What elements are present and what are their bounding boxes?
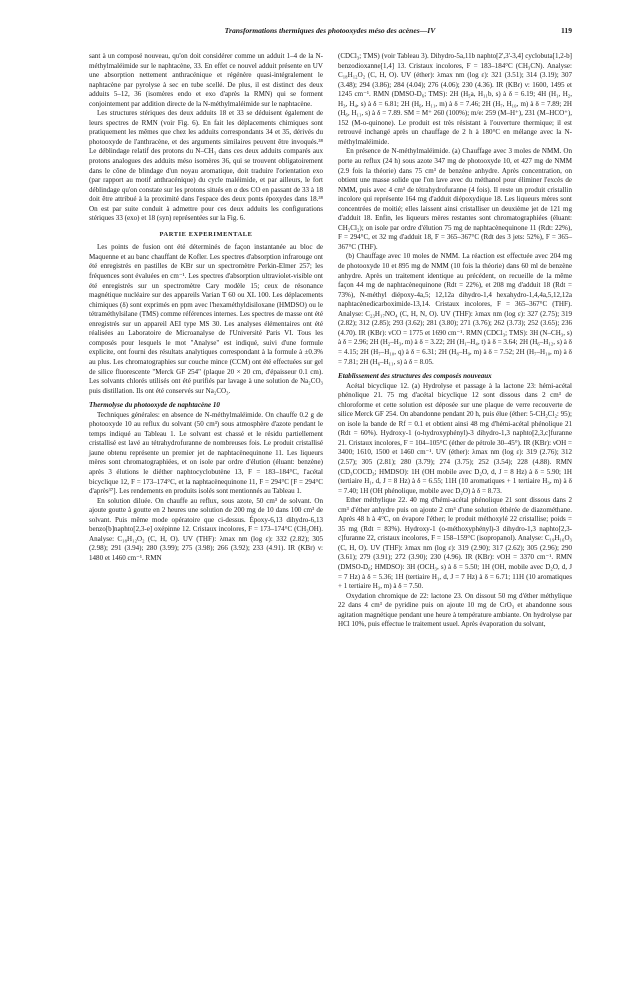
subsection-heading: Etablissement des structures des composés nouveaux <box>338 372 492 381</box>
paragraph: Les points de fusion ont été déterminés de façon instantanée au bloc de Maquenne et au banc chauffant de Kofler. Les spectres d'absorption infrarouge ont été enregistrés en pastilles de KBr sur un spectromètre Perkin-Elmer 257; les fréquences sont évaluées en cm⁻¹. Les spectres d'absorption ultraviolet-visible ont été enregistrés sur un spectromètre Cary modèle 15; ceux de résonance magnétique nucléaire sur des appareils Varian T 60 ou XL 100. Les déplacements chimiques (δ) sont exprimés en ppm avec l'hexaméthyldisiloxane (HMDSO) ou le tétraméthylsilane (TMS) comme références internes. Les spectres de masse ont été enregistrés sur un appareil AEI type MS 30. Les analyses élémentaires ont été réalisées au Laboratoire de Microanalyse de l'Université Paris VI. Tous les composés pour lesquels le mot "Analyse" est indiqué, suivi d'une formule explicite, ont fourni des résultats analytiques correspondant à la formule à ±0.3% au plus. Les chromatographies sur couche mince (CCM) ont été effectuées sur gel de silice fluorescente "Merck GF 254" (plaque 20 × 20 cm, d'épaisseur 0.1 cm). Les solvants chlorés utilisés ont été purifiés par lavage à une solution de Na₂CO₃ puis distillation. Ils ont été conservés sur Na₂CO₃. <box>89 243 323 395</box>
paragraph: Techniques générales: en absence de N-méthylmaléimide. On chauffe 0.2 g de photooxyde 10 au reflux du solvant (50 cm³) sous atmosphère d'azote pendant le temps indiqué au Tableau 1. Le solvant est chassé et le résidu partiellement cristallisé est lavé au tétrahydrofuranne de nombreuses fois. Le produit cristallisé jaune obtenu représente un premier jet de naphtacènequinone 11. Les liqueurs mères sont chromatographiées, et on isole par ordre d'élution (éluant: benzène) après 3 élutions le diéther naphtocyclobutène 13, F = 183–184°C, l'acétal bicyclique 12, F = 173–174°C, et la naphtacènequinone 11, F = 294°C [F = 294°C d'après³⁷]. Les rendements en produits isolés sont mentionnés au Tableau 1. <box>89 410 323 496</box>
running-title: Transformations thermiques des photooxydes méso des acènes—IV <box>224 26 436 35</box>
left-column <box>89 52 323 563</box>
paragraph: En présence de N-méthylmaléimide. (a) Chauffage avec 3 moles de NMM. On porte au reflux (24 h) sous azote 347 mg de photooxyde 10, et 427 mg de NMM (2.9 fois la théorie) dans 75 cm³ de benzène anhydre. Après concentration, on obtient une masse solide que l'on lave avec du méthanol pour éliminer l'excès de NMM, puis avec 4 cm³ de tétrahydrofuranne (4 fois). Il reste un produit cristallin incolore qui représente 164 mg d'adduit diépoxydique 18. Les liqueurs mères sont concentrées de moitié; elles laissent ainsi cristalliser un deuxième jet de 121 mg d'adduit 18. Enfin, les liqueurs mères restantes sont chromatographiées (éluant: CH₂Cl₂); on isole par ordre d'élution 75 mg de naphtacènequinone 11 (Rdt: 22%), F = 294°C, et 32 mg d'adduit 18, F = 365–367°C (Rdt des 3 jets: 52%), F = 365–367°C (THF). <box>338 147 572 251</box>
subsection-heading: Thermolyse du photooxyde de naphtacène 10 <box>89 401 220 410</box>
paragraph: sant à un composé nouveau, qu'on doit considérer comme un adduit 1–4 de la N-méthylmaléimide sur le naphtacène, 33. En effet ce nouvel adduit présente en UV une absorption nettement anthracénique et régénère quasi-intégralement le naphtacène par pyrolyse à sec en tube scellé. De plus, il est distinct des deux adduits 5–12, 36 (isomères endo et exo d'après la RMN) qui se forment conjointement par addition directe de la N-méthylmaléimide sur le naphtacène. <box>89 52 323 108</box>
paragraph: Oxydation chromique de 22: lactone 23. On dissout 50 mg d'éther méthylique 22 dans 4 cm³ de pyridine puis on ajoute 10 mg de CrO₃ et abandonne sous agitation magnétique pendant une heure à température ambiante. On hydrolyse par HCl 10%, puis effectue le traitement usuel. Après évaporation du solvant, <box>338 591 572 629</box>
paragraph: (CDCl₃; TMS) (voir Tableau 3). Dihydro-5a,11b naphto[2',3'-3,4] cyclobuta[1,2-b] benzodioxanne[1,4] 13. Cristaux incolores, F = 183–184°C (CH₃CN). Analyse: C₁₈H₁₂O₂ (C, H, O). UV (éther): λmax nm (log ε): 321 (3.51); 314 (3.19); 307 (3.48); 294 (3.86); 284 (4.04); 276 (4.06); 230 (4.36). IR (KBr) ν: 1600, 1495 et 1245 cm⁻¹. RMN (DMSO-D₆; TMS): 2H (H₅a, H₁₁b, s) à δ = 6.19; 4H (H₁, H₂, H₃, H₄, s) à δ = 6.81; 2H (H₆, H₁₁, m) à δ = 7.46; 2H (H₇, H₁₀, m) à δ = 7.89; 2H (H₆, H₁₁, s) à δ = 7.89. SM = M⁺ 260 (100%); m/e: 259 (M–H⁺), 231 (M–HCO⁺), 152 (M-o-quinone). Le produit est très résistant à l'ouverture thermique; il est retrouvé inchangé après un chauffage de 2 h à 180°C en mélange avec la N-méthylmaléimide. <box>338 52 572 146</box>
page-number: 119 <box>561 26 572 35</box>
running-header <box>88 26 572 40</box>
section-title: PARTIE EXPERIMENTALE <box>159 230 253 238</box>
paragraph: Ether méthylique 22. 40 mg d'hémi-acétal phénolique 21 sont dissous dans 2 cm³ d'éther anhydre puis on ajoute 2 cm³ d'une solution éthérée de diazométhane. Après 48 h à 4°C, on évapore l'éther; le produit méthoxylé 22 cristallise; poids = 35 mg (Rdt = 83%). Hydroxy-1 (o-méthoxyphényl)-3 dihydro-1,3 naphto[2,3-c]furanne 22, cristaux incolores, F = 158–159°C (isopropanol). Analyse: C₁₉H₁₆O₃ (C, H, O). UV (THF): λmax nm (log ε): 319 (2.90); 317 (2.62); 305 (2.96); 290 (3.61); 279 (3.91); 272 (3.90); 230 (4.96). IR (KBr): νOH = 3370 cm⁻¹. RMN (DMSO-D₆; HMDSO): 3H (OCH₃, s) à δ = 5.50; 1H (OH, mobile avec D₂O, d, J = 7 Hz) à δ = 5.36; 1H (tertiaire H₁, d, J = 7 Hz) à δ = 6.71; 11H (10 aromatiques + 1 tertiaire H₃, m) à δ = 7.50. <box>338 496 572 591</box>
paragraph: En solution diluée. On chauffe au reflux, sous azote, 50 cm³ de solvant. On ajoute goutte à goutte en 2 heures une solution de 200 mg de 10 dans 100 cm³ de solvant. Puis même mode opératoire que ci-dessus. Époxy-6,13 dihydro-6,13 benzo[b]naphto[2,3-e] oxépinne 12. Cristaux incolores, F = 173–174°C (CH₃OH). Analyse: C₁₈H₁₂O₂ (C, H, O). UV (THF): λmax nm (log ε): 332 (2.82); 305 (2.98); 291 (3.94); 280 (3.99); 275 (3.98); 266 (3.92); 233 (4.91). IR (KBr) ν: 1480 et 1460 cm⁻¹. RMN <box>89 496 323 562</box>
paragraph: (b) Chauffage avec 10 moles de NMM. La réaction est effectuée avec 204 mg de photooxyde 10 et 895 mg de NMM (10 fois la théorie) dans 60 ml de benzène anhydre. Après un traitement identique au précédent, on recueille de la même façon 44 mg de naphtacènequinone (Rdt = 22%), et 208 mg d'adduit 18 (Rdt = 73%), N-méthyl diépoxy-4a,5; 12,12a dihydro-1,4 hexahydro-1,4,4a,5,12,12a naphtacènedicarboximide-13,14. Cristaux incolores, F = 365–367°C (THF). Analyse: C₂₃H₁₇NO₄ (C, H, N, O). UV (THF): λmax nm (log ε): 327 (2.75); 319 (2.82); 312 (2.85); 293 (3.62); 281 (3.80); 271 (3.76); 262 (3.73); 252 (3.65); 236 (4.70). IR (KBr): νCO = 1775 et 1690 cm⁻¹. RMN (CDCl₃; TMS): 3H (N–CH₃, s) à δ = 2.96; 2H (H₂–H₃, m) à δ = 3.22; 2H (H₁–H₄, t) à δ = 3.64; 2H (H₆–H₁₂, s) à δ = 4.15; 2H (H₇–H₁₀, q) à δ = 6.31; 2H (H₈–H₉, m) à δ = 7.52; 2H (H₇–H₁₀, m) à δ = 7.81; 2H (H₆–H₁₁, s) à δ = 8.05. <box>338 252 572 366</box>
right-column <box>338 52 572 630</box>
paragraph: Les structures stériques des deux adduits 18 et 33 se déduisent également de leurs spectres de RMN (voir Fig. 6). En fait les déplacements chimiques sont pratiquement les mêmes que chez les adduits correspondants 34 et 35, dérivés du photooxyde de l'anthracène, et des arguments similaires peuvent être invoqués.³⁸ Le déblindage relatif des protons du N–CH₃ dans ces deux adduits comparés aux protons analogues des adduits méso isomères 36, qui se trouvent obligatoirement dans le cône de blindage d'un noyau aromatique, doit traduire l'orientation exo (par rapport au motif anthracénique) du cycle maléimide, et par ailleurs, le fort déblindage qu'on constate sur les protons situés en α des CO en passant de 33 à 18 doit être attribué à la proximité dans l'espace des deux ponts époxydes dans 18.³⁸ On est par suite conduit à admettre pour ces deux adduits les configurations stériques 33 (exo) et 18 (syn) représentées sur la Fig. 6. <box>89 109 323 223</box>
paragraph: Acétal bicyclique 12. (a) Hydrolyse et passage à la lactone 23: hémi-acétal phénolique 21. 75 mg d'acétal bicyclique 12 sont dissous dans 2 cm³ de chloroforme et cette solution est déposée sur une plaque de verre recouverte de silice Merck GF 254. On abandonne pendant 20 h, puis élue (éther: 5-CH₂Cl₂: 95); on isole la bande de Rf = 0.1 et obtient ainsi 48 mg d'hémi-acétal phénolique 21 (Rdt = 60%). Hydroxy-1 (o-hydroxyphényl)-3 dihydro-1,3 naphto[2,3,c]furanne 21. Cristaux incolores, F = 104–105°C (éther de pétrole 30–45°). IR (KBr): νOH = 3400; 1610, 1500 et 1460 cm⁻¹. UV (éther): λmax nm (log ε): 319 (2.76); 312 (2.57); 305 (2.81); 280 (3.79); 274 (3.75); 252 (3.54); 228 (4.88). RMN (CD₃COCD₃; HMDSO): 1H (OH mobile avec D₂O, d, J = 8 Hz) à δ = 5.90; 1H (tertiaire H₁, d, J = 8 Hz) à δ = 6.55; 11H (10 aromatiques + 1 tertiaire H₃, m) à δ = 7.40; 1H (OH phénolique, mobile avec D₂O) à δ = 8.73. <box>338 381 572 495</box>
